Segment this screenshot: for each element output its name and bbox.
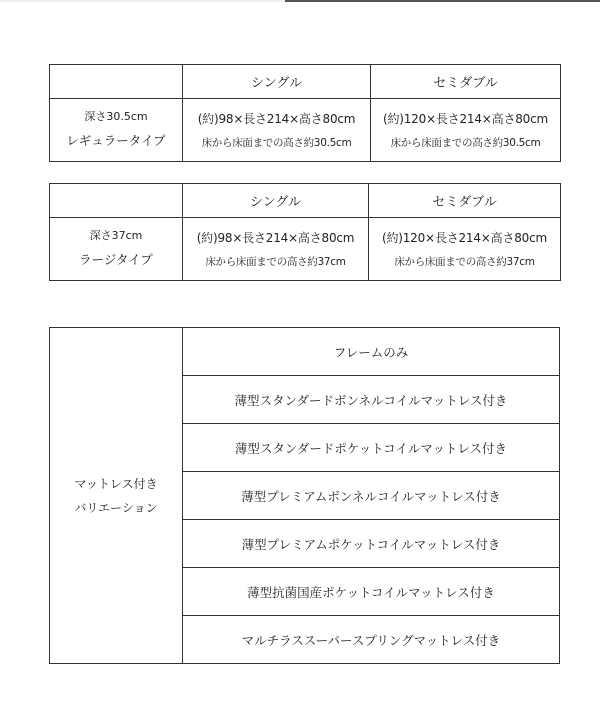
variation-label-cell bbox=[50, 328, 183, 664]
variation-label-line2: バリエーション bbox=[74, 500, 158, 515]
semi-double-spec-cell bbox=[369, 218, 561, 281]
size-table-row bbox=[50, 218, 561, 281]
header-single: シングル bbox=[183, 184, 369, 218]
single-spec-cell bbox=[183, 218, 369, 281]
single-dimensions: (約)98×長さ214×高さ80cm bbox=[197, 111, 356, 126]
row-label bbox=[50, 218, 183, 281]
header-single: シングル bbox=[183, 65, 371, 99]
mattress-variation-table bbox=[49, 327, 560, 664]
variation-option-frame-only: フレームのみ bbox=[183, 328, 560, 376]
single-floor-height: 床から床面までの高さ約37cm bbox=[205, 255, 346, 268]
variation-label-line1: マットレス付き bbox=[74, 476, 158, 491]
single-spec-cell bbox=[183, 99, 371, 162]
size-table-header bbox=[50, 65, 561, 99]
variation-option: マルチラススーパースプリングマットレス付き bbox=[183, 616, 560, 664]
header-empty-cell bbox=[50, 184, 183, 218]
size-table-large bbox=[49, 183, 561, 281]
size-table-regular bbox=[49, 64, 561, 162]
variation-option: 薄型スタンダードポケットコイルマットレス付き bbox=[183, 424, 560, 472]
top-rule bbox=[0, 0, 600, 2]
type-label: ラージタイプ bbox=[79, 252, 153, 267]
row-label bbox=[50, 99, 183, 162]
header-semi-double: セミダブル bbox=[371, 65, 561, 99]
size-table-header bbox=[50, 184, 561, 218]
header-semi-double: セミダブル bbox=[369, 184, 561, 218]
size-table-row bbox=[50, 99, 561, 162]
semi-double-dimensions: (約)120×長さ214×高さ80cm bbox=[382, 111, 549, 126]
top-rule-accent bbox=[285, 0, 600, 2]
single-floor-height: 床から床面までの高さ約30.5cm bbox=[201, 136, 352, 149]
variation-option: 薄型プレミアムポケットコイルマットレス付き bbox=[183, 520, 560, 568]
semi-double-dimensions: (約)120×長さ214×高さ80cm bbox=[381, 230, 548, 245]
depth-label: 深さ37cm bbox=[89, 229, 143, 242]
semi-double-spec-cell bbox=[371, 99, 561, 162]
single-dimensions: (約)98×長さ214×高さ80cm bbox=[196, 230, 355, 245]
semi-double-floor-height: 床から床面までの高さ約30.5cm bbox=[390, 136, 541, 149]
variation-option: 薄型プレミアムボンネルコイルマットレス付き bbox=[183, 472, 560, 520]
variation-row bbox=[50, 328, 560, 376]
depth-label: 深さ30.5cm bbox=[84, 110, 148, 123]
header-empty-cell bbox=[50, 65, 183, 99]
semi-double-floor-height: 床から床面までの高さ約37cm bbox=[394, 255, 535, 268]
variation-option: 薄型スタンダードボンネルコイルマットレス付き bbox=[183, 376, 560, 424]
variation-option: 薄型抗菌国産ポケットコイルマットレス付き bbox=[183, 568, 560, 616]
type-label: レギュラータイプ bbox=[66, 133, 166, 148]
